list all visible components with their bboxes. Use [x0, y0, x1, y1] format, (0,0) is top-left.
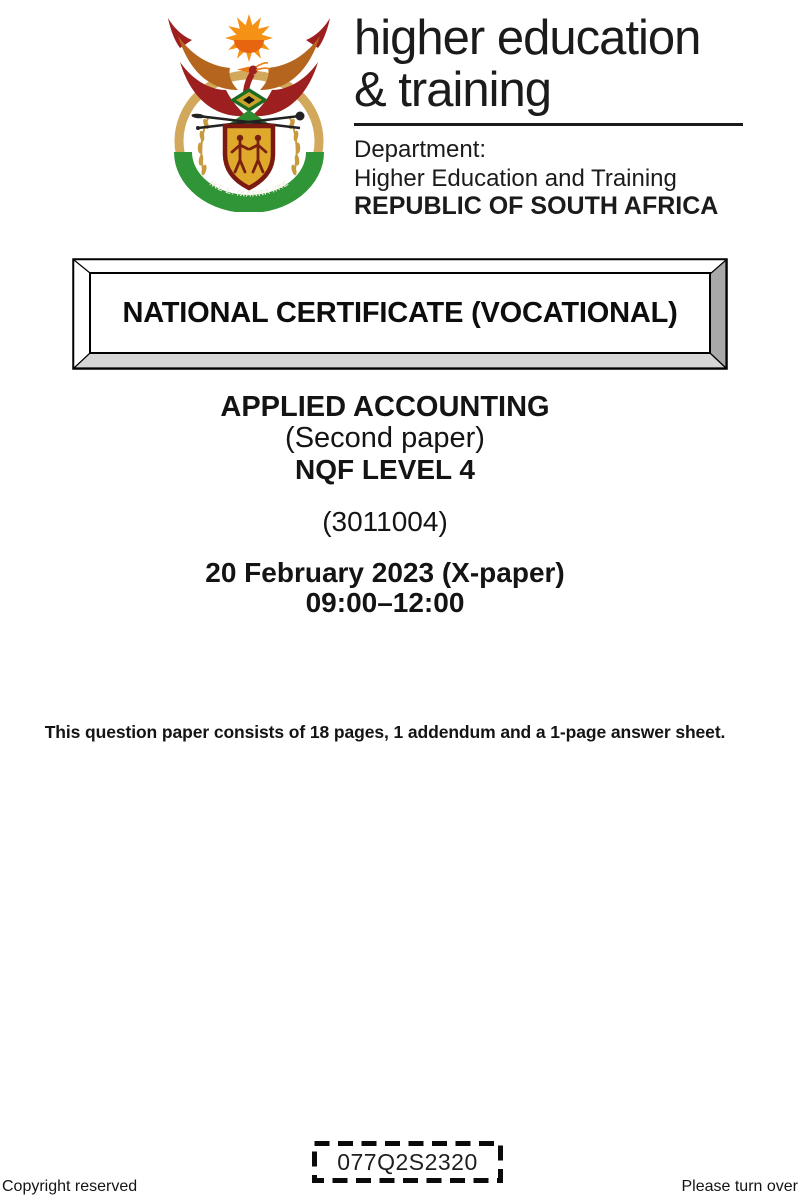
header-divider — [354, 123, 743, 126]
turn-over-note: Please turn over — [681, 1178, 798, 1195]
paper-code-box — [312, 1141, 503, 1183]
department-label: Department: — [354, 136, 487, 163]
subject-title: APPLIED ACCOUNTING — [220, 391, 550, 423]
header-text — [354, 12, 754, 220]
motto-text: !KE E: /XARRA //KE — [207, 178, 291, 199]
south-africa-coat-of-arms-icon — [164, 12, 334, 212]
department-name: Higher Education and Training — [354, 165, 677, 192]
paper-descriptor: (Second paper) — [285, 422, 485, 454]
copyright-note: Copyright reserved — [2, 1178, 138, 1195]
sun-icon — [225, 14, 273, 62]
wordmark-line2: & training — [354, 63, 552, 117]
country-name: REPUBLIC OF SOUTH AFRICA — [354, 192, 719, 220]
logo-wordmark — [354, 12, 754, 116]
sun-core — [234, 40, 264, 53]
subject-code: (3011004) — [322, 506, 448, 537]
certificate-banner — [72, 258, 728, 370]
session-time: 09:00–12:00 — [305, 587, 465, 618]
certificate-title: NATIONAL CERTIFICATE (VOCATIONAL) — [122, 296, 678, 329]
wordmark-line1: higher education — [354, 11, 701, 65]
paper-code: 077Q2S2320 — [337, 1148, 478, 1175]
session-date: 20 February 2023 (X-paper) — [205, 557, 565, 588]
bird-crest — [256, 63, 270, 70]
nqf-level: NQF LEVEL 4 — [295, 454, 475, 485]
composition-note: This question paper consists of 18 pages, 1 addendum and a 1-page answer sheet. — [44, 722, 726, 742]
exam-title-block — [0, 391, 770, 618]
